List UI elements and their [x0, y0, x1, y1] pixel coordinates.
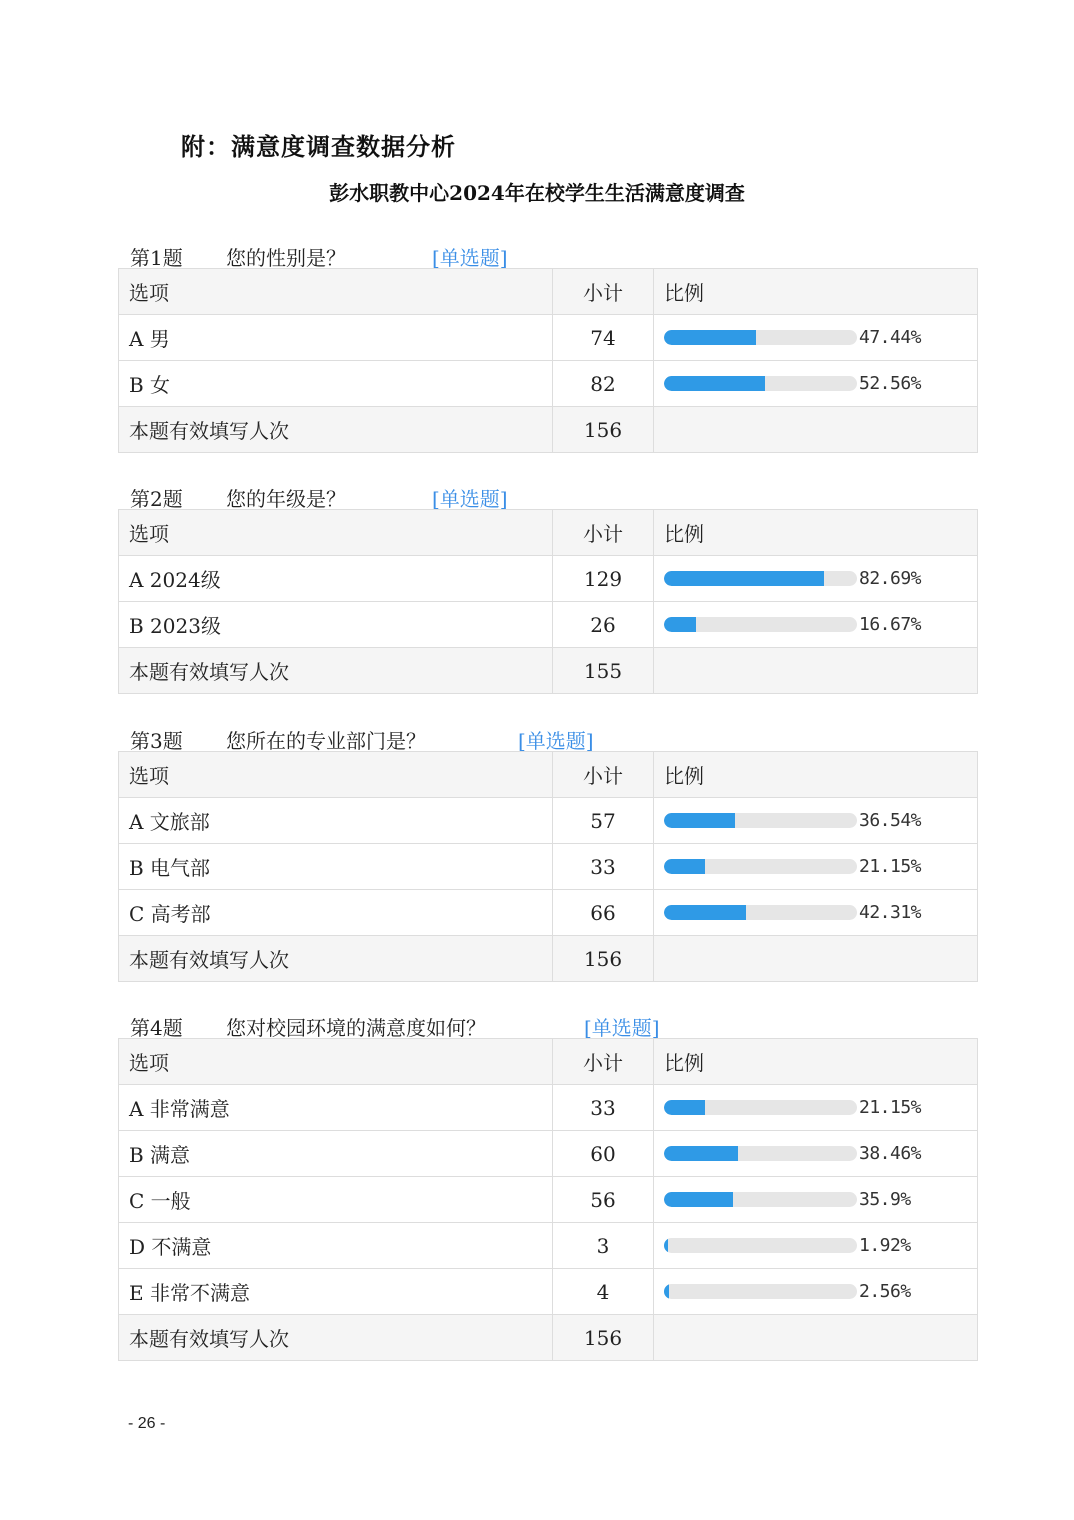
header-ratio: 比例 [654, 269, 978, 315]
question-1 [118, 242, 957, 453]
ratio-percent: 42.31% [859, 902, 922, 923]
question-text: 您的年级是？ [226, 487, 346, 511]
ratio-bar-fill [664, 859, 705, 874]
option-count: 33 [553, 844, 654, 890]
option-label: B 电气部 [119, 844, 553, 890]
ratio-percent: 35.9% [859, 1189, 911, 1210]
total-label: 本题有效填写人次 [119, 407, 553, 453]
table-row [119, 1223, 978, 1269]
table-header-row [119, 510, 978, 556]
total-ratio-empty [654, 936, 978, 982]
result-table [118, 509, 978, 694]
option-count: 3 [553, 1223, 654, 1269]
option-count: 33 [553, 1085, 654, 1131]
ratio-bar [664, 1146, 857, 1161]
table-row [119, 361, 978, 407]
table-row [119, 1085, 978, 1131]
header-option: 选项 [119, 1039, 553, 1085]
option-label: E 非常不满意 [119, 1269, 553, 1315]
option-count: 129 [553, 556, 654, 602]
table-row [119, 1269, 978, 1315]
question-header [118, 483, 957, 509]
total-label: 本题有效填写人次 [119, 1315, 553, 1361]
question-type-tag: [单选题] [432, 246, 508, 270]
question-text: 您所在的专业部门是？ [226, 729, 426, 753]
option-count: 56 [553, 1177, 654, 1223]
ratio-cell [654, 890, 978, 936]
question-number: 第1题 [130, 246, 183, 270]
ratio-percent: 1.92% [859, 1235, 911, 1256]
table-row [119, 315, 978, 361]
option-count: 66 [553, 890, 654, 936]
question-number: 第3题 [130, 729, 183, 753]
ratio-bar-fill [664, 376, 765, 391]
table-header-row [119, 269, 978, 315]
table-header-row [119, 1039, 978, 1085]
option-label: B 满意 [119, 1131, 553, 1177]
ratio-cell [654, 1131, 978, 1177]
option-label: A 非常满意 [119, 1085, 553, 1131]
ratio-cell [654, 1269, 978, 1315]
table-total-row [119, 407, 978, 453]
question-header [118, 725, 957, 751]
question-4 [118, 1012, 957, 1361]
header-ratio: 比例 [654, 752, 978, 798]
question-number: 第4题 [130, 1016, 183, 1040]
ratio-bar-fill [664, 813, 735, 828]
ratio-cell [654, 844, 978, 890]
option-label: C 高考部 [119, 890, 553, 936]
result-table [118, 1038, 978, 1361]
ratio-cell [654, 602, 978, 648]
ratio-cell [654, 556, 978, 602]
total-ratio-empty [654, 1315, 978, 1361]
table-row [119, 1177, 978, 1223]
option-count: 26 [553, 602, 654, 648]
ratio-percent: 21.15% [859, 1097, 922, 1118]
ratio-cell [654, 361, 978, 407]
total-ratio-empty [654, 648, 978, 694]
question-type-tag: [单选题] [432, 487, 508, 511]
ratio-bar [664, 376, 857, 391]
header-option: 选项 [119, 269, 553, 315]
ratio-percent: 52.56% [859, 373, 922, 394]
header-option: 选项 [119, 752, 553, 798]
total-ratio-empty [654, 407, 978, 453]
ratio-bar [664, 330, 857, 345]
ratio-cell [654, 315, 978, 361]
ratio-percent: 16.67% [859, 614, 922, 635]
question-type-tag: [单选题] [584, 1016, 660, 1040]
total-count: 156 [553, 407, 654, 453]
table-row [119, 602, 978, 648]
question-text: 您的性别是？ [226, 246, 346, 270]
ratio-percent: 47.44% [859, 327, 922, 348]
survey-title: 彭水职教中心2024年在校学生生活满意度调查 [329, 181, 745, 205]
ratio-bar-fill [664, 1238, 668, 1253]
option-label: C 一般 [119, 1177, 553, 1223]
total-label: 本题有效填写人次 [119, 648, 553, 694]
ratio-bar-fill [664, 571, 824, 586]
ratio-bar-fill [664, 905, 746, 920]
ratio-bar [664, 1192, 857, 1207]
ratio-bar [664, 813, 857, 828]
ratio-bar [664, 617, 857, 632]
option-label: A 文旅部 [119, 798, 553, 844]
ratio-bar-fill [664, 1284, 669, 1299]
ratio-bar [664, 859, 857, 874]
ratio-bar [664, 571, 857, 586]
header-option: 选项 [119, 510, 553, 556]
ratio-cell [654, 1085, 978, 1131]
table-total-row [119, 936, 978, 982]
option-label: B 女 [119, 361, 553, 407]
table-row [119, 556, 978, 602]
ratio-bar-fill [664, 617, 696, 632]
question-header [118, 242, 957, 268]
option-count: 4 [553, 1269, 654, 1315]
question-number: 第2题 [130, 487, 183, 511]
header-count: 小计 [553, 752, 654, 798]
ratio-bar-fill [664, 1100, 705, 1115]
option-label: D 不满意 [119, 1223, 553, 1269]
question-type-tag: [单选题] [518, 729, 594, 753]
option-count: 60 [553, 1131, 654, 1177]
header-count: 小计 [553, 1039, 654, 1085]
ratio-bar [664, 1284, 857, 1299]
ratio-percent: 21.15% [859, 856, 922, 877]
option-label: B 2023级 [119, 602, 553, 648]
header-count: 小计 [553, 510, 654, 556]
option-count: 57 [553, 798, 654, 844]
total-count: 155 [553, 648, 654, 694]
option-count: 82 [553, 361, 654, 407]
total-count: 156 [553, 936, 654, 982]
option-label: A 男 [119, 315, 553, 361]
question-3 [118, 725, 957, 982]
page-heading: 附：满意度调查数据分析 [181, 133, 456, 161]
ratio-bar-fill [664, 1146, 738, 1161]
result-table [118, 751, 978, 982]
ratio-cell [654, 1223, 978, 1269]
question-2 [118, 483, 957, 694]
header-count: 小计 [553, 269, 654, 315]
header-ratio: 比例 [654, 510, 978, 556]
table-header-row [119, 752, 978, 798]
ratio-percent: 38.46% [859, 1143, 922, 1164]
table-total-row [119, 1315, 978, 1361]
ratio-cell [654, 1177, 978, 1223]
ratio-cell [654, 798, 978, 844]
ratio-bar [664, 905, 857, 920]
ratio-percent: 82.69% [859, 568, 922, 589]
table-row [119, 890, 978, 936]
ratio-percent: 2.56% [859, 1281, 911, 1302]
header-ratio: 比例 [654, 1039, 978, 1085]
table-row [119, 1131, 978, 1177]
question-header [118, 1012, 957, 1038]
option-label: A 2024级 [119, 556, 553, 602]
table-row [119, 844, 978, 890]
ratio-bar [664, 1238, 857, 1253]
ratio-bar [664, 1100, 857, 1115]
total-count: 156 [553, 1315, 654, 1361]
table-total-row [119, 648, 978, 694]
page-number: - 26 - [128, 1415, 166, 1432]
question-text: 您对校园环境的满意度如何？ [226, 1016, 486, 1040]
option-count: 74 [553, 315, 654, 361]
result-table [118, 268, 978, 453]
table-row [119, 798, 978, 844]
ratio-bar-fill [664, 330, 756, 345]
total-label: 本题有效填写人次 [119, 936, 553, 982]
ratio-bar-fill [664, 1192, 733, 1207]
ratio-percent: 36.54% [859, 810, 922, 831]
